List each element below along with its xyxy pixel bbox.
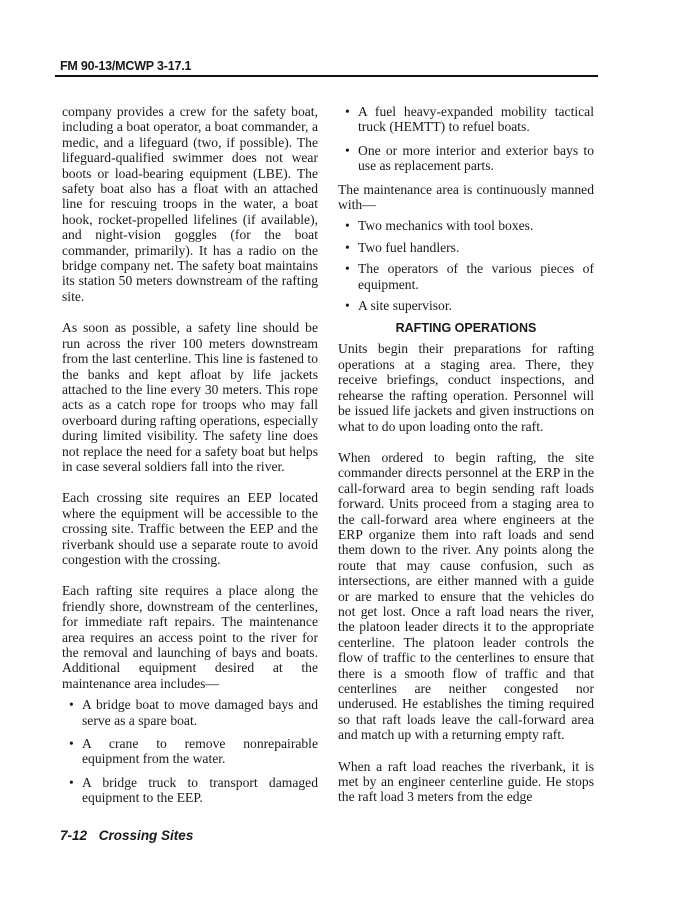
paragraph-riverbank: When a raft load reaches the riverbank, it is met by an engineer centerline guide. He stops the raft load 3 meters from the edge bbox=[338, 758, 594, 805]
paragraph-maintenance-manned: The maintenance area is continuously manned with— bbox=[338, 181, 594, 213]
paragraph-eep: Each crossing site requires an EEP located where the equipment will be accessible to the crossing site. Traffic between the EEP and the riverbank should use a separate route to avoid congestion with the crossing. bbox=[62, 490, 318, 567]
running-header: FM 90-13/MCWP 3-17.1 bbox=[55, 59, 598, 77]
left-column bbox=[62, 104, 318, 820]
list-item: • The operators of the various pieces of equipment. bbox=[338, 261, 594, 292]
page-number: 7-12 bbox=[60, 828, 88, 843]
maintenance-equipment-list-continued bbox=[338, 104, 594, 174]
paragraph-safety-line: As soon as possible, a safety line should be run across the river 100 meters downstream from the last centerline. This line is fastened to the banks and kept afloat by life jackets attached to the line every 30 meters. This rope acts as a catch rope for troops who may fall overboard during rafting operations, especially during limited visibility. The safety line does not replace the need for a safety boat but helps in case several soldiers fall into the river. bbox=[62, 320, 318, 474]
chapter-title: Crossing Sites bbox=[98, 828, 194, 843]
maintenance-personnel-list bbox=[338, 218, 594, 313]
paragraph-safety-boat-crew: company provides a crew for the safety boat, including a boat operator, a boat commander, a medic, and a lifeguard (two, if possible). The lifeguard-qualified swimmer does not wear boots or load-bearing equipment (LBE). The safety boat also has a float with an attached line for rescuing troops in the water, a boat hook, rocket-propelled lifelines (if available), and night-vision goggles (for the boat commander, primarily). It has a radio on the bridge company net. The safety boat maintains its station 50 meters downstream of the rafting site. bbox=[62, 104, 318, 304]
list-item: • A fuel heavy-expanded mobility tactical truck (HEMTT) to refuel boats. bbox=[338, 104, 594, 135]
paragraph-maintenance-area: Each rafting site requires a place along the friendly shore, downstream of the centerlines, for immediate raft repairs. The maintenance area requires an access point to the river for the removal and launching of bays and boats. Additional equipment desired at the maintenance area includes— bbox=[62, 583, 318, 691]
list-item: • A bridge truck to transport damaged equipment to the EEP. bbox=[62, 775, 318, 806]
list-item: • A crane to remove nonrepairable equipment from the water. bbox=[62, 736, 318, 767]
list-item: • A bridge boat to move damaged bays and serve as a spare boat. bbox=[62, 697, 318, 728]
paragraph-call-forward: When ordered to begin rafting, the site commander directs personnel at the ERP in the call-forward area to begin sending raft loads forward. Units proceed from a staging area to the call-forward area where engineers at the ERP organize them into raft loads and send them down to the river. Any points along the route that may cause confusion, such as intersections, are either manned with a guide or are marked to ensure that the vehicles do not get lost. Once a raft load nears the river, the platoon leader directs it to the appropriate centerline. The platoon leader controls the flow of traffic to the centerlines to ensure that there is a smooth flow of traffic and that centerlines are neither congested nor underused. He establishes the timing required so that raft loads leave the call-forward area and match up with a returning empty raft. bbox=[338, 449, 594, 743]
list-item: • Two mechanics with tool boxes. bbox=[338, 218, 594, 233]
right-column bbox=[338, 104, 594, 821]
section-heading: RAFTING OPERATIONS bbox=[395, 321, 537, 336]
list-item: • One or more interior and exterior bays to use as replacement parts. bbox=[338, 143, 594, 174]
paragraph-staging-area: Units begin their preparations for rafting operations at a staging area. There, they receive briefings, conduct inspections, and rehearse the rafting operation. Personnel will be issued life jackets and given instructions on what to do upon loading onto the raft. bbox=[338, 341, 594, 434]
list-item: • Two fuel handlers. bbox=[338, 240, 594, 255]
maintenance-equipment-list bbox=[62, 697, 318, 805]
list-item: • A site supervisor. bbox=[338, 298, 594, 313]
page-footer bbox=[60, 828, 193, 843]
